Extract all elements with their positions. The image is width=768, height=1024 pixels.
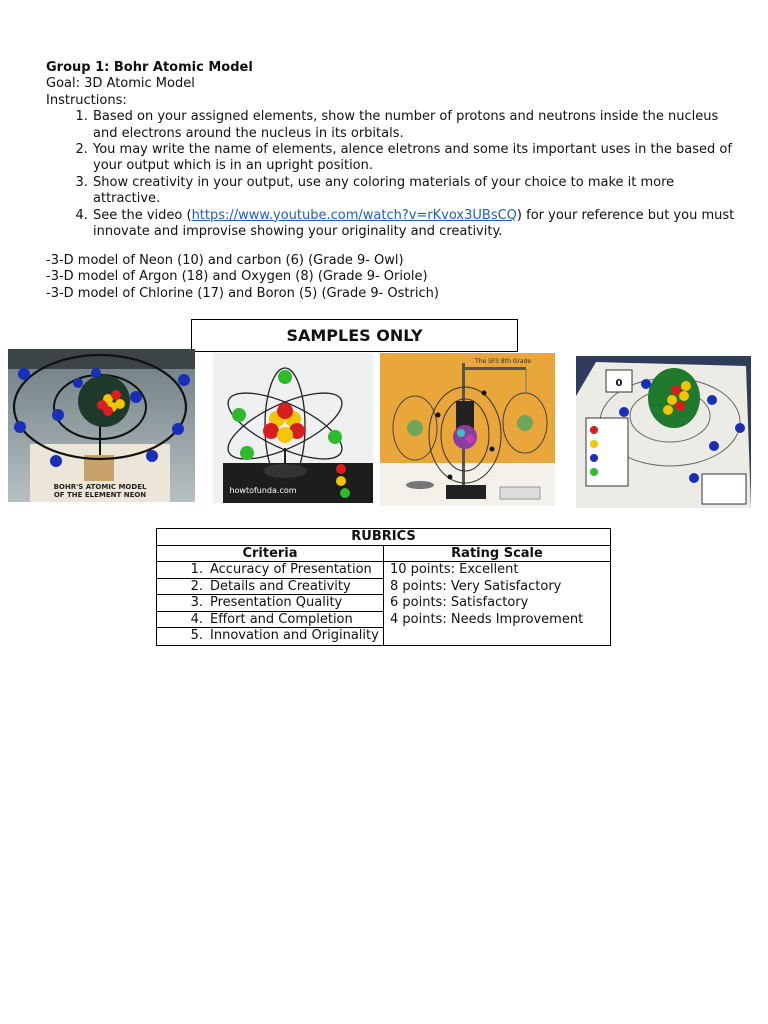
sample-photo-howtofunda [213, 353, 373, 503]
instruction-item [92, 208, 736, 241]
model-line: -3-D model of Chlorine (17) and Boron (5) (Grade 9- Ostrich) [46, 285, 439, 301]
sample-photo-board [576, 356, 751, 508]
instruction-item: 3. Show creativity in your output, use any coloring materials of your choice to make it more attractive. [92, 175, 736, 208]
board-label: The SFS 8th Grade [475, 358, 532, 365]
criteria-row [157, 562, 383, 579]
scale-line: 6 points: Satisfactory [390, 595, 529, 610]
rating-scale-cell [384, 562, 611, 646]
criteria-row [157, 612, 383, 629]
watermark-text: howtofunda.com [229, 486, 297, 495]
sample-photo-hanging [380, 353, 555, 506]
criteria-number: 2. [190, 578, 203, 594]
criteria-cell [157, 562, 384, 646]
criteria-number: 5. [190, 628, 203, 643]
goal-line: Goal: 3D Atomic Model [46, 76, 195, 92]
sample-photo-neon [8, 349, 195, 502]
criteria-label: Accuracy of Presentation [210, 562, 372, 577]
rating-scale-header: Rating Scale [384, 545, 611, 562]
instructions-label: Instructions: [46, 92, 127, 108]
criteria-label: Details and Creativity [210, 578, 351, 594]
model-line: -3-D model of Neon (10) and carbon (6) (Grade 9- Owl) [46, 253, 404, 268]
instruction-item: 2. You may write the name of elements, alence eletrons and some its important uses in the based of your output which is in an upright position. [92, 142, 736, 175]
instruction-list [46, 109, 736, 240]
criteria-row [157, 628, 383, 645]
card-number: 0 [615, 378, 623, 389]
samples-title: SAMPLES ONLY [191, 319, 518, 352]
criteria-row [157, 579, 383, 596]
neon-caption-1: BOHR'S ATOMIC MODEL [53, 483, 147, 491]
scale-line: 10 points: Excellent [390, 562, 519, 577]
instruction-item: 1. Based on your assigned elements, show the number of protons and neutrons inside the nucleus and electrons around the nucleus in its orbitals. [92, 109, 736, 142]
criteria-label: Effort and Completion [210, 611, 353, 627]
criteria-label: Presentation Quality [210, 595, 343, 610]
rubric-title: RUBRICS [157, 529, 611, 546]
criteria-number: 4. [190, 611, 203, 627]
instruction-4-before: See the video ( [93, 207, 192, 223]
criteria-number: 1. [190, 562, 203, 577]
instructions-section [46, 60, 736, 240]
model-line: -3-D model of Argon (18) and Oxygen (8) (Grade 9- Oriole) [46, 269, 428, 285]
scale-line: 8 points: Very Satisfactory [390, 578, 562, 594]
instruction-4-after: ) for your reference but you must innovate and improvise showing your originality and creativity. [93, 207, 735, 240]
rubric-table [156, 528, 611, 646]
criteria-number: 3. [190, 595, 203, 610]
page-title: Group 1: Bohr Atomic Model [46, 60, 253, 75]
criteria-label: Innovation and Originality [210, 628, 379, 643]
video-link[interactable]: https://www.youtube.com/watch?v=rKvox3UBsCQ [191, 207, 517, 223]
neon-caption-2: OF THE ELEMENT NEON [53, 491, 147, 499]
model-assignments [46, 253, 439, 302]
scale-line: 4 points: Needs Improvement [390, 611, 584, 627]
criteria-header: Criteria [157, 545, 384, 562]
criteria-row [157, 595, 383, 612]
